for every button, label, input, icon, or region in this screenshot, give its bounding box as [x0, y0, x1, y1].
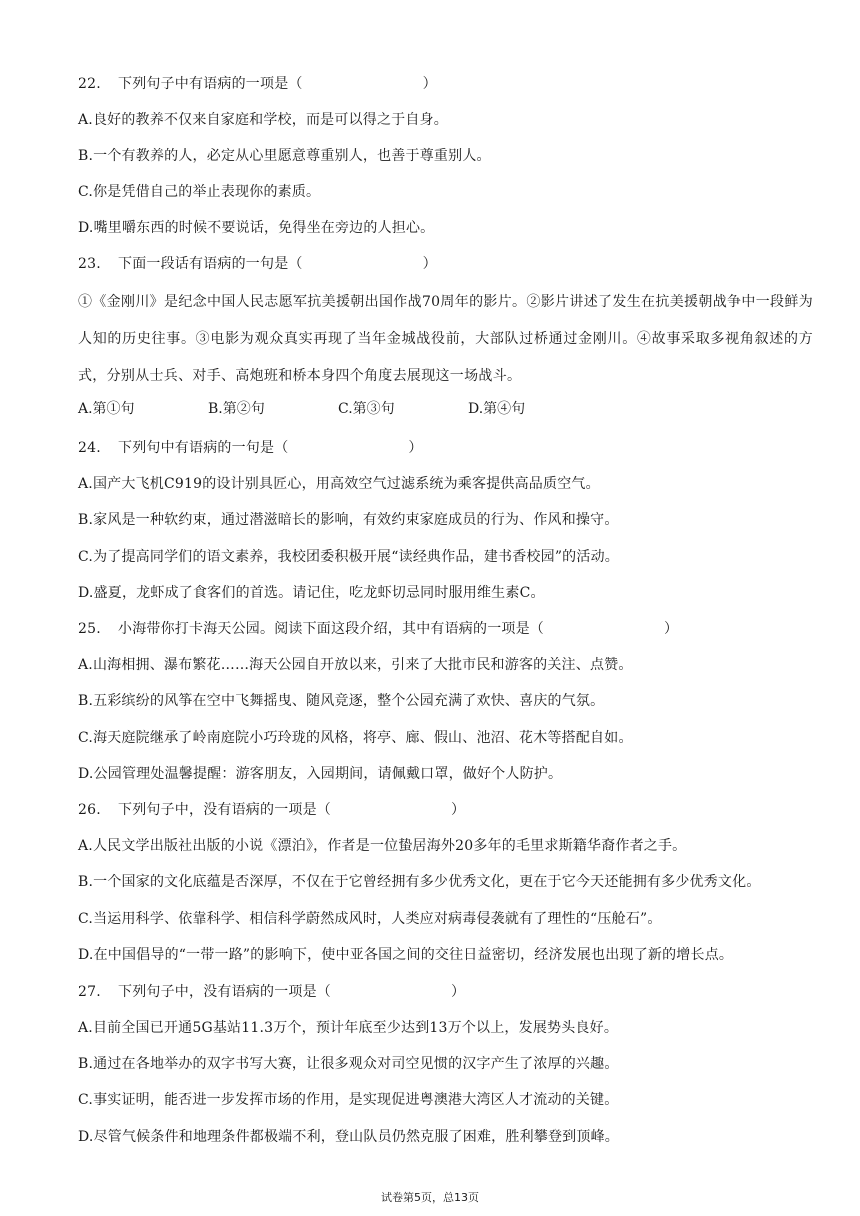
option-d: D.盛夏，龙虾成了食客们的首选。请记住，吃龙虾切忌同时服用维生素C。 — [78, 585, 545, 601]
question-number: 27. — [78, 984, 101, 1000]
option-d: D.尽管气候条件和地理条件都极端不利，登山队员仍然克服了困难，胜利攀登到顶峰。 — [78, 1129, 619, 1145]
question-number: 22. — [78, 76, 101, 92]
option-d: D.嘴里嚼东西的时候不要说话，免得坐在旁边的人担心。 — [78, 220, 435, 236]
option-c: C.海天庭院继承了岭南庭院小巧玲珑的风格，将亭、廊、假山、池沼、花木等搭配自如。 — [78, 730, 633, 746]
question-25-stem — [78, 620, 678, 638]
option-c: C.当运用科学、依靠科学、相信科学蔚然成风时，人类应对病毒侵袭就有了理性的“压舱石”。 — [78, 911, 662, 927]
option-a: A.国产大飞机C919的设计别具匠心，用高效空气过滤系统为乘客提供高品质空气。 — [78, 476, 600, 492]
question-number: 25. — [78, 621, 101, 637]
option-c: C.第③句 — [338, 401, 395, 417]
option-b: B.一个国家的文化底蕴是否深厚，不仅在于它曾经拥有多少优秀文化，更在于它今天还能拥有多少优秀文化。 — [78, 874, 761, 890]
option-b: B.通过在各地举办的双字书写大赛，让很多观众对司空见惯的汉字产生了浓厚的兴趣。 — [78, 1056, 619, 1072]
paren-close: ） — [451, 984, 466, 1000]
question-26-stem — [78, 801, 465, 819]
option-c: C.事实证明，能否进一步发挥市场的作用，是实现促进粤澳港大湾区人才流动的关键。 — [78, 1092, 619, 1108]
question-text: 下列句子中，没有语病的一项是（ — [118, 802, 331, 818]
option-d: D.公园管理处温馨提醒：游客朋友，入园期间，请佩戴口罩，做好个人防护。 — [78, 766, 563, 782]
paren-close: ） — [422, 256, 437, 272]
question-text: 下列句中有语病的一句是（ — [118, 440, 289, 456]
question-24-stem — [78, 439, 423, 457]
question-23-options — [78, 400, 598, 418]
option-b: B.第②句 — [208, 401, 265, 417]
option-d: D.第④句 — [468, 401, 526, 417]
option-b: B.一个有教养的人，必定从心里愿意尊重别人，也善于尊重别人。 — [78, 148, 491, 164]
question-number: 24. — [78, 440, 101, 456]
option-a: A.目前全国已开通5G基站11.3万个，预计年底至少达到13万个以上，发展势头良好。 — [78, 1020, 619, 1036]
question-23-stem — [78, 255, 437, 273]
question-text: 下列句子中有语病的一项是（ — [118, 76, 303, 92]
page-footer: 试卷第5页，总13页 — [381, 1191, 479, 1204]
question-22-stem — [78, 75, 437, 93]
option-b: B.家风是一种软约束，通过潜滋暗长的影响，有效约束家庭成员的行为、作风和操守。 — [78, 512, 619, 528]
paren-close: ） — [664, 621, 679, 637]
option-b: B.五彩缤纷的风筝在空中飞舞摇曳、随风竞逐，整个公园充满了欢快、喜庆的气氛。 — [78, 693, 605, 709]
option-a: A.第①句 — [78, 401, 135, 417]
option-a: A.人民文学出版社出版的小说《漂泊》，作者是一位蛰居海外20多年的毛里求斯籍华裔作者之手。 — [78, 838, 687, 854]
option-a: A.良好的教养不仅来自家庭和学校，而是可以得之于自身。 — [78, 112, 448, 128]
question-number: 23. — [78, 256, 101, 272]
paren-close: ） — [422, 76, 437, 92]
paren-close: ） — [451, 802, 466, 818]
option-d: D.在中国倡导的“一带一路”的影响下，使中亚各国之间的交往日益密切，经济发展也出现了新的增长点。 — [78, 947, 734, 963]
question-23-passage: ①《金刚川》是纪念中国人民志愿军抗美援朝出国作战70周年的影片。②影片讲述了发生在抗美援朝战争中一段鲜为人知的历史往事。③电影为观众真实再现了当年金城战役前，大部队过桥通过金刚川。④故事采取多视角叙述的方式，分别从士兵、对手、高炮班和桥本身四个角度去展现这一场战斗。 — [78, 294, 813, 384]
option-c: C.你是凭借自己的举止表现你的素质。 — [78, 184, 321, 200]
option-c: C.为了提高同学们的语文素养，我校团委积极开展“读经典作品，建书香校园”的活动。 — [78, 549, 619, 565]
question-text: 下面一段话有语病的一句是（ — [118, 256, 303, 272]
question-number: 26. — [78, 802, 101, 818]
paren-close: ） — [408, 440, 423, 456]
option-a: A.山海相拥、瀑布繁花……海天公园自开放以来，引来了大批市民和游客的关注、点赞。 — [78, 657, 633, 673]
question-text: 下列句子中，没有语病的一项是（ — [118, 984, 331, 1000]
question-text: 小海带你打卡海天公园。阅读下面这段介绍，其中有语病的一项是（ — [118, 621, 544, 637]
question-27-stem — [78, 983, 465, 1001]
